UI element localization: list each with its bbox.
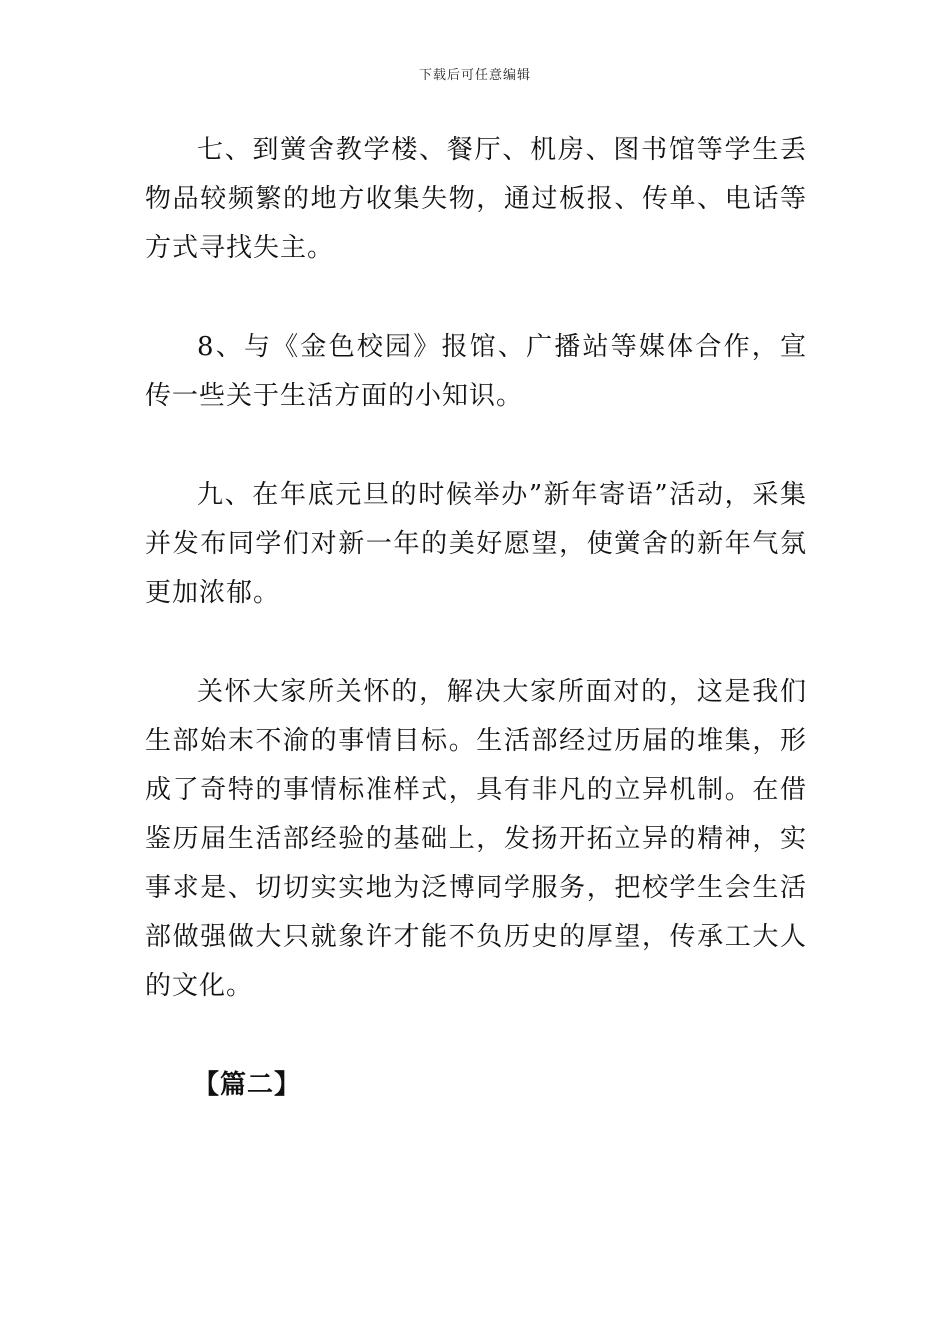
paragraph-summary: 关怀大家所关怀的，解决大家所面对的，这是我们生部始末不渝的事情目标。生活部经过历届的堆集，形成了奇特的事情标准样式，具有非凡的立异机制。在借鉴历届生活部经验的基础上，发扬开拓立异的精神，实事求是、切切实实地为泛博同学服务，把校学生会生活部做强做大只就象许才能不负历史的厚望，传承工大人的文化。 xyxy=(145,677,807,1001)
document-body xyxy=(145,126,807,1110)
paragraph-item-8: 8、与《金色校园》报馆、广播站等媒体合作，宣传一些关于生活方面的小知识。 xyxy=(145,332,807,411)
paragraph-item-9: 九、在年底元旦的时候举办”新年寄语”活动，采集并发布同学们对新一年的美好愿望，使黉舍的新年气氛更加浓郁。 xyxy=(145,480,807,608)
paragraph-item-7: 七、到黉舍教学楼、餐厅、机房、图书馆等学生丢物品较频繁的地方收集失物，通过板报、传单、电话等方式寻找失主。 xyxy=(145,135,807,263)
section-title: 【篇二】 xyxy=(193,1070,302,1100)
page-header-note: 下载后可任意编辑 xyxy=(418,68,531,83)
